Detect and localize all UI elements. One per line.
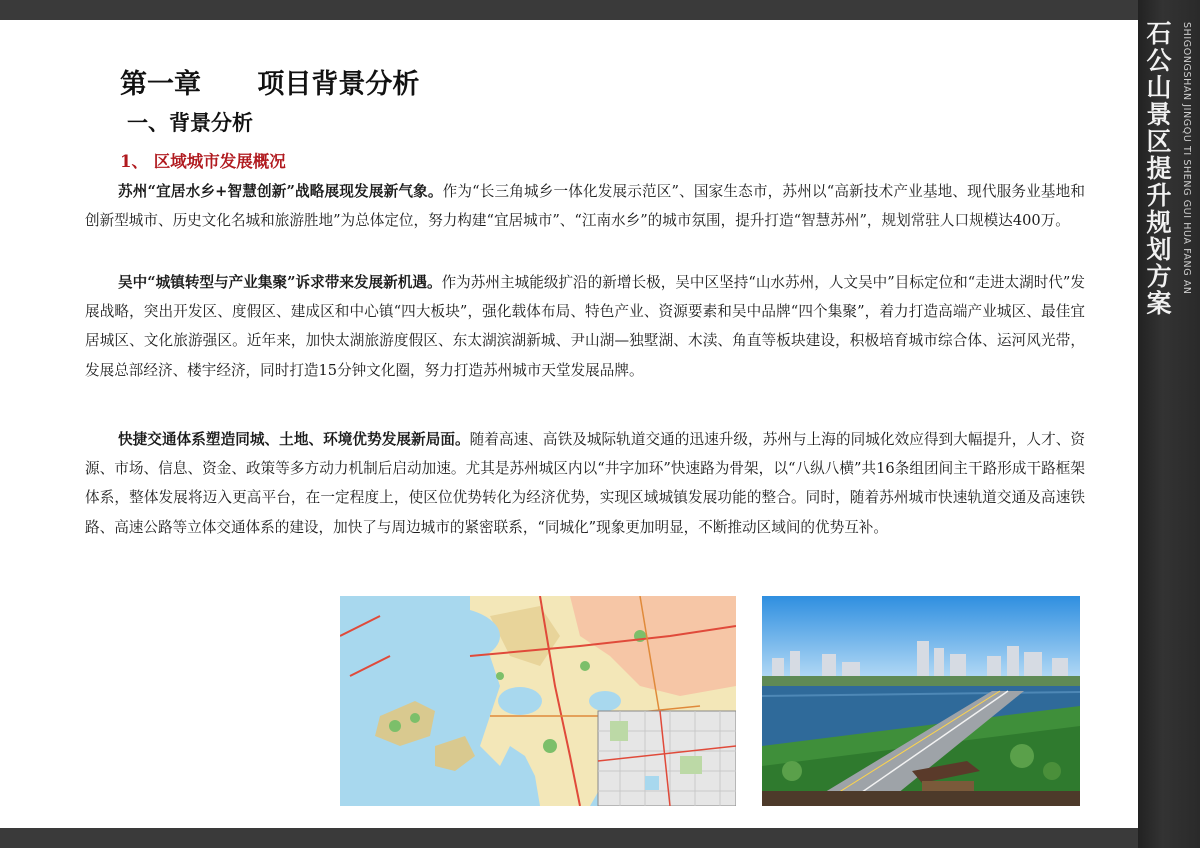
paragraph-lead: 苏州“宜居水乡+智慧创新”战略展现发展新气象。: [118, 183, 443, 200]
project-pinyin-vertical: SHIGONGSHAN JINGQU TI SHENG GUI HUA FANG AN: [1181, 22, 1192, 295]
section-title: 一、背景分析: [127, 111, 253, 135]
project-title-vertical: 石公山景区提升规划方案: [1143, 20, 1172, 317]
regional-map-image: [340, 596, 736, 806]
paragraph-suzhou: [85, 177, 1085, 235]
paragraph-body: 随着高速、高铁及城际轨道交通的迅速升级，苏州与上海的同城化效应得到大幅提升，人才、资源、市场、信息、资金、政策等多方动力机制后启动加速。尤其是苏州城区内以“井字加环”快速路为骨架，以“八纵八横”共16条组团间主干路形成干路框架体系，整体发展将迈入更高平台，在一定程度上，使区位优势转化为经济优势，实现区域城镇发展功能的整合。同时，随着苏州城市快速轨道交通及高速铁路、高速公路等立体交通体系的建设，加快了与周边城市的紧密联系，“同城化”现象更加明显，不断推动区域间的优势互补。: [85, 431, 1085, 536]
paragraph-wuzhong: [85, 268, 1085, 385]
city-photo-image: [762, 596, 1080, 806]
paragraph-lead: 吴中“城镇转型与产业集聚”诉求带来发展新机遇。: [118, 274, 442, 291]
paragraph-lead: 快捷交通体系塑造同城、土地、环境优势发展新局面。: [118, 431, 470, 448]
chapter-title: 第一章 项目背景分析: [120, 69, 420, 100]
paragraph-body: 作为苏州主城能级扩沿的新增长极，吴中区坚持“山水苏州，人文吴中”目标定位和“走进太湖时代”发展战略，突出开发区、度假区、建成区和中心镇“四大板块”，强化载体布局、特色产业、资源要素和吴中品牌“四个集聚”，着力打造高端产业城区、最佳宜居城区、文化旅游强区。近年来，加快太湖旅游度假区、东太湖滨湖新城、尹山湖—独墅湖、木渎、角直等板块建设，积极培育城市综合体、运河风光带，发展总部经济、楼宇经济，同时打造15分钟文化圈，努力打造苏州城市天堂发展品牌。: [85, 274, 1085, 379]
paragraph-transport: [85, 425, 1085, 542]
paragraph-body: 作为“长三角城乡一体化发展示范区”、国家生态市，苏州以“高新技术产业基地、现代服务业基地和创新型城市、历史文化名城和旅游胜地”为总体定位，努力构建“宜居城市”、“江南水乡”的城市氛围，提升打造“智慧苏州”，规划常驻人口规模达400万。: [85, 183, 1085, 230]
subsection-title: 1、 区域城市发展概况: [120, 152, 286, 171]
